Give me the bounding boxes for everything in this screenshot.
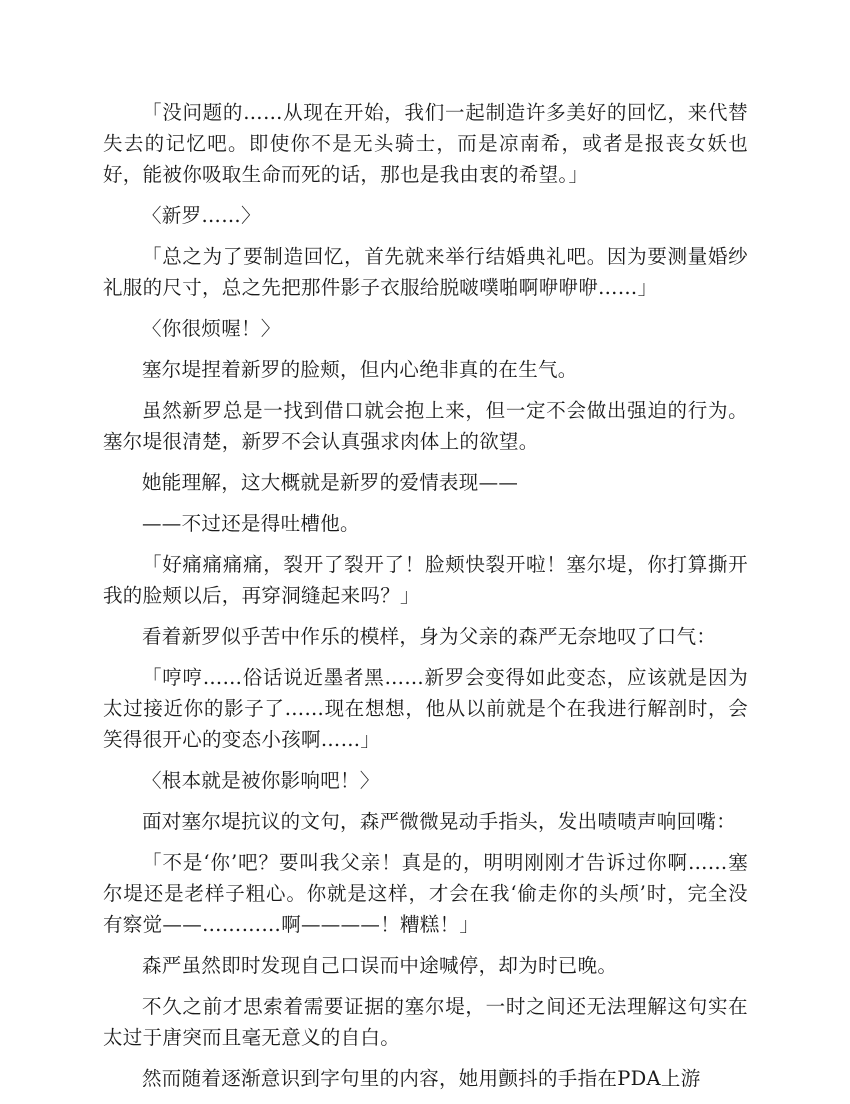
paragraph: 〈根本就是被你影响吧！〉 xyxy=(142,769,380,792)
paragraph: 不久之前才思索着需要证据的塞尔堤，一时之间还无法理解这句实在太过于唐突而且毫无意义的自白。 xyxy=(103,995,748,1049)
paragraph: 〈新罗……〉 xyxy=(142,204,261,227)
paragraph: 虽然新罗总是一找到借口就会抱上来，但一定不会做出强迫的行为。塞尔堤很清楚，新罗不会认真强求肉体上的欲望。 xyxy=(103,399,748,453)
paragraph: ——不过还是得吐槽他。 xyxy=(142,512,360,535)
paragraph: 看着新罗似乎苦中作乐的模样，身为父亲的森严无奈地叹了口气： xyxy=(142,625,717,648)
paragraph: 「好痛痛痛痛，裂开了裂开了！脸颊快裂开啦！塞尔堤，你打算撕开我的脸颊以后，再穿洞缝起来吗？」 xyxy=(103,553,748,607)
paragraph: 面对塞尔堤抗议的文句，森严微微晃动手指头，发出啧啧声响回嘴： xyxy=(142,810,737,833)
paragraph: 「总之为了要制造回忆，首先就来举行结婚典礼吧。因为要测量婚纱礼服的尺寸，总之先把那件影子衣服给脱啵噗啪啊咿咿咿……」 xyxy=(103,245,748,299)
paragraph: 塞尔堤捏着新罗的脸颊，但内心绝非真的在生气。 xyxy=(142,358,578,381)
paragraph: 「不是‘你’吧？要叫我父亲！真是的，明明刚刚才告诉过你啊……塞尔堤还是老样子粗心。你就是这样，才会在我‘偷走你的头颅’时，完全没有察觉——…………啊————！糟糕！」 xyxy=(103,851,748,936)
document-page xyxy=(103,97,748,1104)
paragraph: 「哼哼……俗话说近墨者黑……新罗会变得如此变态，应该就是因为太过接近你的影子了……现在想想，他从以前就是个在我进行解剖时，会笑得很开心的变态小孩啊……」 xyxy=(103,666,749,751)
paragraph: 她能理解，这大概就是新罗的爱情表现—— xyxy=(142,471,519,494)
paragraph: 〈你很烦喔！〉 xyxy=(142,317,281,340)
paragraph: 然而随着逐渐意识到字句里的内容，她用颤抖的手指在PDA上游 xyxy=(142,1067,701,1090)
paragraph: 「没问题的……从现在开始，我们一起制造许多美好的回忆，来代替失去的记忆吧。即使你不是无头骑士，而是凉南希，或者是报丧女妖也好，能被你吸取生命而死的话，那也是我由衷的希望。」 xyxy=(103,101,748,186)
paragraph: 森严虽然即时发现自己口误而中途喊停，却为时已晚。 xyxy=(142,954,618,977)
